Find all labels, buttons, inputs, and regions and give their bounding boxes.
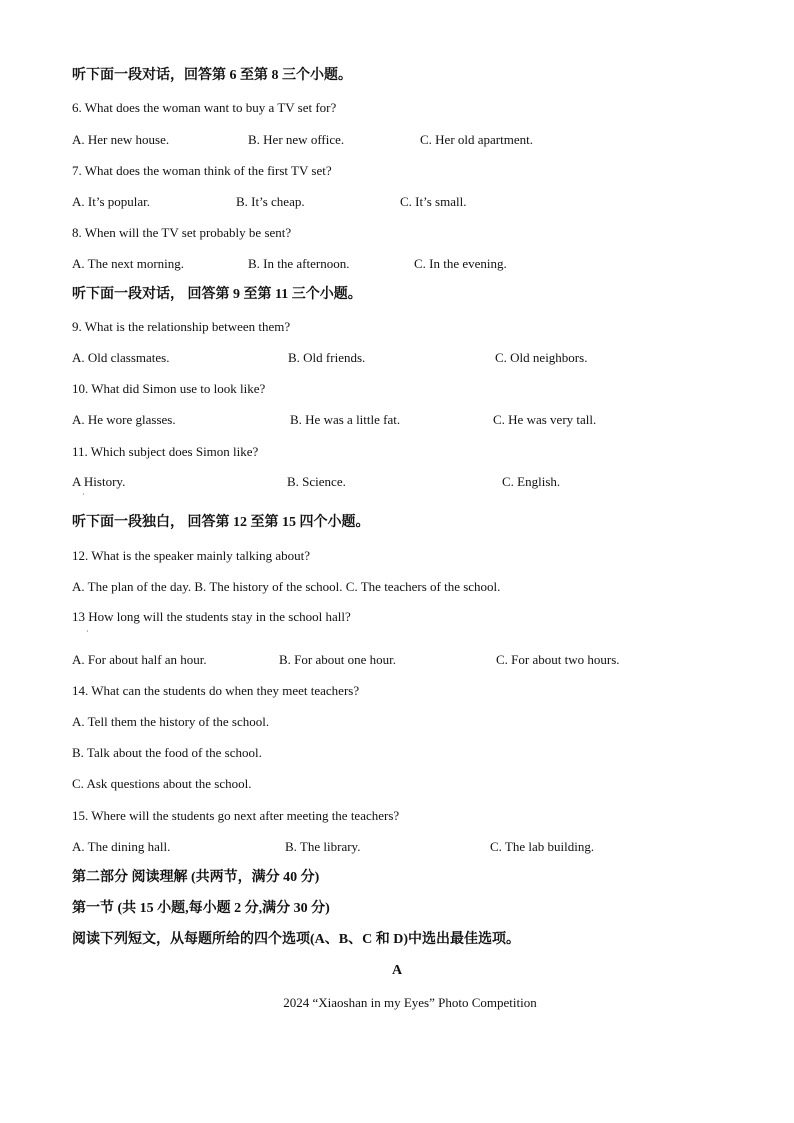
q6-option-a: A. Her new house. <box>72 132 170 147</box>
part-two-title: 第二部分 阅读理解 (共两节，满分 40 分) <box>72 870 320 885</box>
question-15: 15. Where will the students go next after meeting the teachers? <box>72 808 400 823</box>
question-6: 6. What does the woman want to buy a TV set for? <box>72 100 337 115</box>
passage-title: 2024 “Xiaoshan in my Eyes” Photo Competition <box>283 995 537 1010</box>
section-heading-6-8: 听下面一段对话，回答第 6 至第 8 三个小题。 <box>72 68 352 83</box>
question-11: 11. Which subject does Simon like? <box>72 444 259 459</box>
q9-option-c: C. Old neighbors. <box>495 350 588 365</box>
q10-option-a: A. He wore glasses. <box>72 412 176 427</box>
q14-option-b: B. Talk about the food of the school. <box>72 745 262 760</box>
question-13: 13 How long will the students stay in the school hall? <box>72 609 351 624</box>
q13-option-b: B. For about one hour. <box>279 652 396 667</box>
question-7: 7. What does the woman think of the first TV set? <box>72 163 332 178</box>
q13-option-a: A. For about half an hour. <box>72 652 207 667</box>
section-heading-9-11: 听下面一段对话， 回答第 9 至第 11 三个小题。 <box>72 287 362 302</box>
q15-option-c: C. The lab building. <box>490 839 595 854</box>
q7-option-b: B. It’s cheap. <box>236 194 305 209</box>
q15-option-a: A. The dining hall. <box>72 839 171 854</box>
q8-option-c: C. In the evening. <box>414 256 507 271</box>
q6-option-c: C. Her old apartment. <box>420 132 533 147</box>
section-one-info: 第一节 (共 15 小题,每小题 2 分,满分 30 分) <box>72 901 330 916</box>
stray-dot-mark: · <box>86 627 89 636</box>
question-8: 8. When will the TV set probably be sent? <box>72 225 292 240</box>
question-14: 14. What can the students do when they meet teachers? <box>72 683 360 698</box>
q6-option-b: B. Her new office. <box>248 132 345 147</box>
q11-option-a: A History. <box>72 474 126 489</box>
q12-options: A. The plan of the day. B. The history of the school. C. The teachers of the school. <box>72 579 501 594</box>
q8-option-b: B. In the afternoon. <box>248 256 350 271</box>
passage-letter: A <box>391 963 403 978</box>
question-9: 9. What is the relationship between them? <box>72 319 291 334</box>
q10-option-c: C. He was very tall. <box>493 412 597 427</box>
q7-option-a: A. It’s popular. <box>72 194 150 209</box>
section-heading-12-15: 听下面一段独白， 回答第 12 至第 15 四个小题。 <box>72 515 370 530</box>
q9-option-b: B. Old friends. <box>288 350 366 365</box>
stray-dot-mark: · <box>82 490 85 499</box>
q7-option-c: C. It’s small. <box>400 194 467 209</box>
q14-option-c: C. Ask questions about the school. <box>72 776 252 791</box>
q15-option-b: B. The library. <box>285 839 361 854</box>
q8-option-a: A. The next morning. <box>72 256 185 271</box>
question-12: 12. What is the speaker mainly talking about? <box>72 548 311 563</box>
reading-instruction: 阅读下列短文，从每题所给的四个选项(A、B、C 和 D)中选出最佳选项。 <box>72 932 520 947</box>
q10-option-b: B. He was a little fat. <box>290 412 401 427</box>
q11-option-c: C. English. <box>502 474 561 489</box>
question-10: 10. What did Simon use to look like? <box>72 381 266 396</box>
q9-option-a: A. Old classmates. <box>72 350 170 365</box>
q11-option-b: B. Science. <box>287 474 346 489</box>
q14-option-a: A. Tell them the history of the school. <box>72 714 270 729</box>
q13-option-c: C. For about two hours. <box>496 652 620 667</box>
